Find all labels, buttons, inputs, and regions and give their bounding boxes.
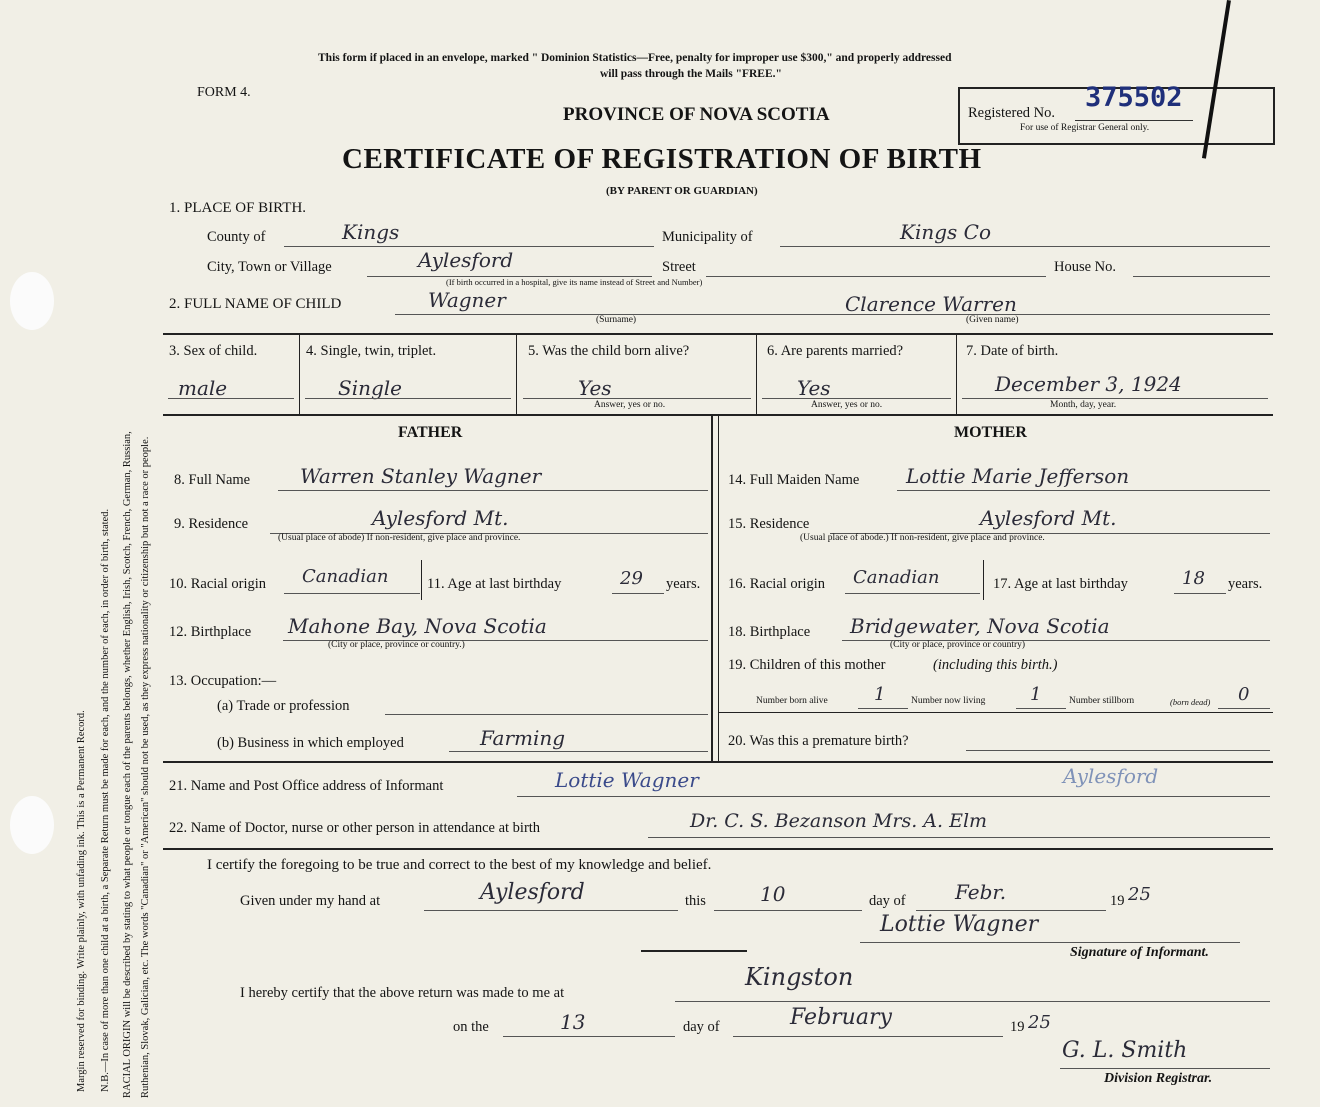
- registrar-year: 25: [1028, 1012, 1051, 1033]
- municipality-label: Municipality of: [662, 229, 753, 245]
- doctor-name: Dr. C. S. Bezanson Mrs. A. Elm: [690, 810, 988, 832]
- house-no-label: House No.: [1054, 259, 1117, 275]
- mother-birthplace-label: 18. Birthplace: [728, 624, 811, 640]
- day-of-label: day of: [869, 893, 906, 909]
- surname-caption: (Surname): [596, 315, 637, 325]
- father-racial: Canadian: [302, 566, 389, 587]
- mother-years: years.: [1228, 576, 1263, 592]
- given-name-caption: (Given name): [966, 315, 1019, 325]
- given-place: Aylesford: [480, 880, 585, 905]
- premature-label: 20. Was this a premature birth?: [728, 733, 909, 749]
- father-age: 29: [620, 568, 643, 589]
- registered-number: 375502: [1085, 82, 1183, 113]
- married-note: Answer, yes or no.: [811, 400, 883, 410]
- father-birthplace: Mahone Bay, Nova Scotia: [288, 614, 547, 638]
- informant-name: Lottie Wagner: [555, 768, 699, 792]
- child-surname: Wagner: [428, 288, 506, 312]
- this-label: this: [685, 893, 706, 909]
- rule-parents-bottom: [163, 761, 1273, 763]
- father-business: Farming: [480, 726, 566, 750]
- now-living-value: 1: [1030, 684, 1042, 705]
- dob-label: 7. Date of birth.: [966, 343, 1059, 359]
- sex-label: 3. Sex of child.: [169, 343, 258, 359]
- mother-racial: Canadian: [853, 567, 940, 588]
- plurality-value: Single: [338, 376, 403, 400]
- given-year: 25: [1128, 884, 1151, 905]
- father-racial-label: 10. Racial origin: [169, 576, 267, 592]
- now-living-label: Number now living: [911, 696, 986, 706]
- margin-note-3: RACIAL ORIGIN will be described by stating to what people or tongue each of the parents belongs, whether English, Irish, Scotch, French, German, Russian,: [122, 431, 133, 1098]
- dob-note: Month, day, year.: [1050, 400, 1117, 410]
- mother-age-label: 17. Age at last birthday: [993, 576, 1128, 592]
- city-value: Aylesford: [418, 248, 514, 272]
- father-age-label: 11. Age at last birthday: [427, 576, 562, 592]
- children-label: 19. Children of this mother: [728, 657, 886, 673]
- mother-residence: Aylesford Mt.: [980, 506, 1117, 530]
- plurality-label: 4. Single, twin, triplet.: [306, 343, 437, 359]
- child-name-label: 2. FULL NAME OF CHILD: [169, 296, 342, 312]
- married-value: Yes: [797, 376, 831, 400]
- county-label: County of: [207, 229, 266, 245]
- rule-parents-divider: [711, 415, 713, 762]
- municipality-value: Kings Co: [900, 220, 991, 244]
- mother-name-label: 14. Full Maiden Name: [728, 472, 860, 488]
- punch-hole-top: [10, 272, 54, 330]
- postal-notice-line1: This form if placed in an envelope, marked " Dominion Statistics—Free, penalty for improper use $300," and properly addressed: [318, 52, 952, 64]
- father-heading: FATHER: [398, 424, 463, 441]
- given-year-prefix: 19: [1110, 893, 1125, 909]
- father-residence-label: 9. Residence: [174, 516, 249, 532]
- father-residence: Aylesford Mt.: [372, 506, 509, 530]
- mother-name: Lottie Marie Jefferson: [906, 464, 1130, 488]
- registrar-year-prefix: 19: [1010, 1019, 1025, 1035]
- margin-note-4: Ruthenian, Slovak, Galician, etc. The words "Canadian" or "American" should not be used, as they express nationality or citizenship but not a race or people.: [140, 436, 151, 1098]
- certificate-title: CERTIFICATE OF REGISTRATION OF BIRTH: [342, 143, 982, 175]
- mother-birthplace: Bridgewater, Nova Scotia: [850, 614, 1110, 638]
- given-day: 10: [760, 882, 786, 906]
- registrar-day: 13: [560, 1010, 586, 1034]
- mother-residence-note: (Usual place of abode.) If non-resident, give place and province.: [800, 533, 1045, 543]
- business-label: (b) Business in which employed: [217, 735, 404, 751]
- registrar-place: Kingston: [745, 963, 854, 991]
- certify-statement: I certify the foregoing to be true and correct to the best of my knowledge and belief.: [207, 857, 712, 873]
- sex-value: male: [178, 376, 228, 400]
- doctor-label: 22. Name of Doctor, nurse or other person in attendance at birth: [169, 820, 541, 836]
- registrar-day-of-label: day of: [683, 1019, 720, 1035]
- registrar-statement: I hereby certify that the above return was made to me at: [240, 985, 565, 1001]
- informant-signature: Lottie Wagner: [880, 912, 1039, 937]
- occupation-label: 13. Occupation:—: [169, 673, 277, 689]
- short-divider: [641, 950, 747, 952]
- father-residence-note: (Usual place of abode) If non-resident, give place and province.: [278, 533, 521, 543]
- mother-racial-label: 16. Racial origin: [728, 576, 826, 592]
- mother-birthplace-note: (City or place, province or country): [890, 640, 1026, 650]
- city-label: City, Town or Village: [207, 259, 332, 275]
- rule-top: [163, 333, 1273, 335]
- margin-note-1: Margin reserved for binding. Write plainly, with unfading ink. This is a Permanent Record.: [76, 710, 87, 1092]
- on-the-label: on the: [453, 1019, 489, 1035]
- street-label: Street: [662, 259, 696, 275]
- father-years: years.: [666, 576, 701, 592]
- stillborn-value: 0: [1238, 684, 1250, 705]
- margin-note-2: N.B.—In case of more than one child at a birth, a Separate Return must be made for each, and the number of each, in order of birth, stated.: [100, 508, 111, 1092]
- born-alive-label: Number born alive: [756, 696, 828, 706]
- father-name: Warren Stanley Wagner: [300, 464, 542, 488]
- registrar-month: February: [790, 1005, 892, 1030]
- registrar-signature-label: Division Registrar.: [1104, 1071, 1213, 1086]
- father-birthplace-label: 12. Birthplace: [169, 624, 252, 640]
- child-given-name: Clarence Warren: [845, 292, 1017, 316]
- province-heading: PROVINCE OF NOVA SCOTIA: [563, 104, 830, 125]
- mother-heading: MOTHER: [954, 424, 1027, 441]
- stillborn-note: (born dead): [1170, 697, 1211, 707]
- given-label: Given under my hand at: [240, 893, 381, 909]
- informant-label: 21. Name and Post Office address of Informant: [169, 778, 444, 794]
- hospital-note: (If birth occurred in a hospital, give its name instead of Street and Number): [446, 277, 703, 287]
- mother-residence-label: 15. Residence: [728, 516, 810, 532]
- alive-value: Yes: [578, 376, 612, 400]
- certificate-subtitle: (BY PARENT OR GUARDIAN): [606, 185, 758, 197]
- dob-value: December 3, 1924: [995, 372, 1182, 396]
- father-name-label: 8. Full Name: [174, 472, 251, 488]
- form-number: FORM 4.: [197, 85, 251, 100]
- children-note: (including this birth.): [933, 657, 1058, 673]
- place-of-birth-label: 1. PLACE OF BIRTH.: [169, 200, 307, 216]
- registrar-note: For use of Registrar General only.: [1020, 123, 1150, 133]
- alive-label: 5. Was the child born alive?: [528, 343, 690, 359]
- registrar-signature: G. L. Smith: [1062, 1038, 1188, 1063]
- trade-label: (a) Trade or profession: [217, 698, 350, 714]
- informant-signature-label: Signature of Informant.: [1070, 945, 1209, 960]
- married-label: 6. Are parents married?: [767, 343, 904, 359]
- alive-note: Answer, yes or no.: [594, 400, 666, 410]
- informant-address: Aylesford: [1063, 764, 1159, 788]
- stillborn-label: Number stillborn: [1069, 696, 1135, 706]
- postal-notice-line2: will pass through the Mails "FREE.": [600, 68, 782, 80]
- born-alive-value: 1: [874, 684, 886, 705]
- rule-informant-bottom: [163, 848, 1273, 850]
- county-value: Kings: [342, 220, 400, 244]
- father-birthplace-note: (City or place, province or country.): [328, 640, 465, 650]
- mother-age: 18: [1182, 568, 1205, 589]
- registered-label: Registered No.: [968, 105, 1055, 121]
- punch-hole-bottom: [10, 796, 54, 854]
- given-month: Febr.: [955, 880, 1007, 904]
